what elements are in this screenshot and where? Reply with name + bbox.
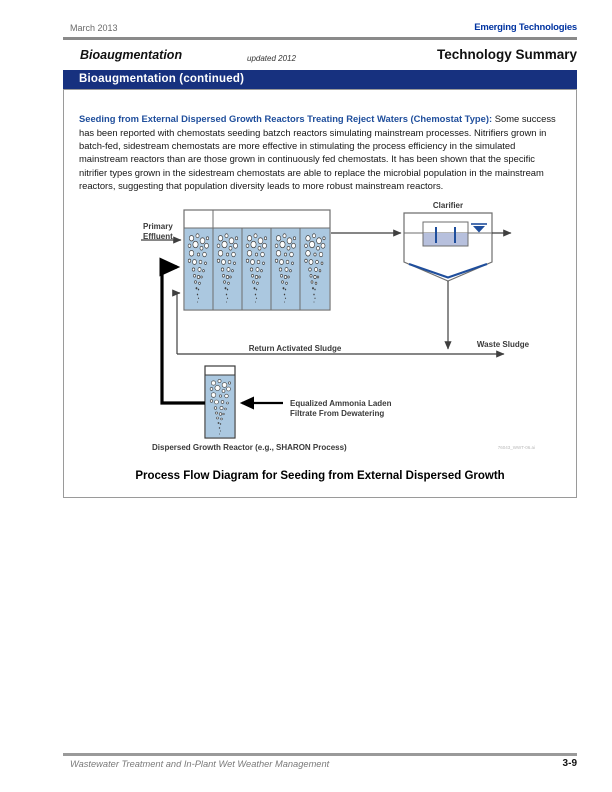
figure-file-id: 76043_WWT-06.ai — [497, 445, 535, 450]
header-rule — [63, 37, 577, 40]
doc-title: Bioaugmentation — [80, 48, 183, 62]
header-brand: Emerging Technologies — [474, 22, 577, 33]
section-header-text: Bioaugmentation (continued) — [79, 73, 245, 85]
aeration-tank — [184, 210, 330, 310]
footer-title: Wastewater Treatment and In-Plant Wet Weather Management — [70, 759, 330, 769]
reactor-label: Dispersed Growth Reactor (e.g., SHARON Process) — [152, 443, 347, 452]
paragraph-lead: Seeding from External Dispersed Growth Reactors Treating Reject Waters (Chemostat Type): — [79, 113, 493, 125]
ras-label: Return Activated Sludge — [248, 344, 342, 353]
doc-type-label: Technology Summary — [436, 47, 577, 62]
footer-rule — [63, 753, 577, 756]
primary-effluent-label-line2: Effluent — [143, 232, 173, 241]
paragraph-text: Some success has been reported with chemostats seeding batzch reactors simulating mainstream processes. Nitrifiers grown in batch-fed, sidestream chemostats are more effective in stimulating the process efficiency in the simulated mainstream reactors than are those grown in continuously fed chemostats. It has been shown that the specific nitrifier types grown in the sidestream chemostats are able to replace the microbial population in the mainstream reactors, suggesting that population diversity leads to more robust mainstream reactors. — [79, 113, 556, 191]
clarifier — [404, 213, 492, 281]
updated-note: updated 2012 — [247, 54, 296, 63]
filtrate-label-line1: Equalized Ammonia Laden — [290, 399, 392, 408]
process-flow-diagram — [63, 195, 577, 460]
waste-sludge-label: Waste Sludge — [476, 340, 530, 349]
section-header-bar — [63, 70, 577, 89]
filtrate-label-line2: Filtrate From Dewatering — [290, 409, 385, 418]
figure-caption: Process Flow Diagram for Seeding from External Dispersed Growth — [135, 470, 505, 482]
header-date: March 2013 — [70, 23, 118, 33]
primary-effluent-label-line1: Primary — [143, 222, 173, 231]
clarifier-label: Clarifier — [432, 201, 464, 210]
page-number: 3-9 — [562, 758, 577, 769]
ras-return-arrow — [177, 293, 180, 354]
body-paragraph — [79, 112, 561, 192]
dispersed-growth-reactor — [205, 366, 235, 438]
